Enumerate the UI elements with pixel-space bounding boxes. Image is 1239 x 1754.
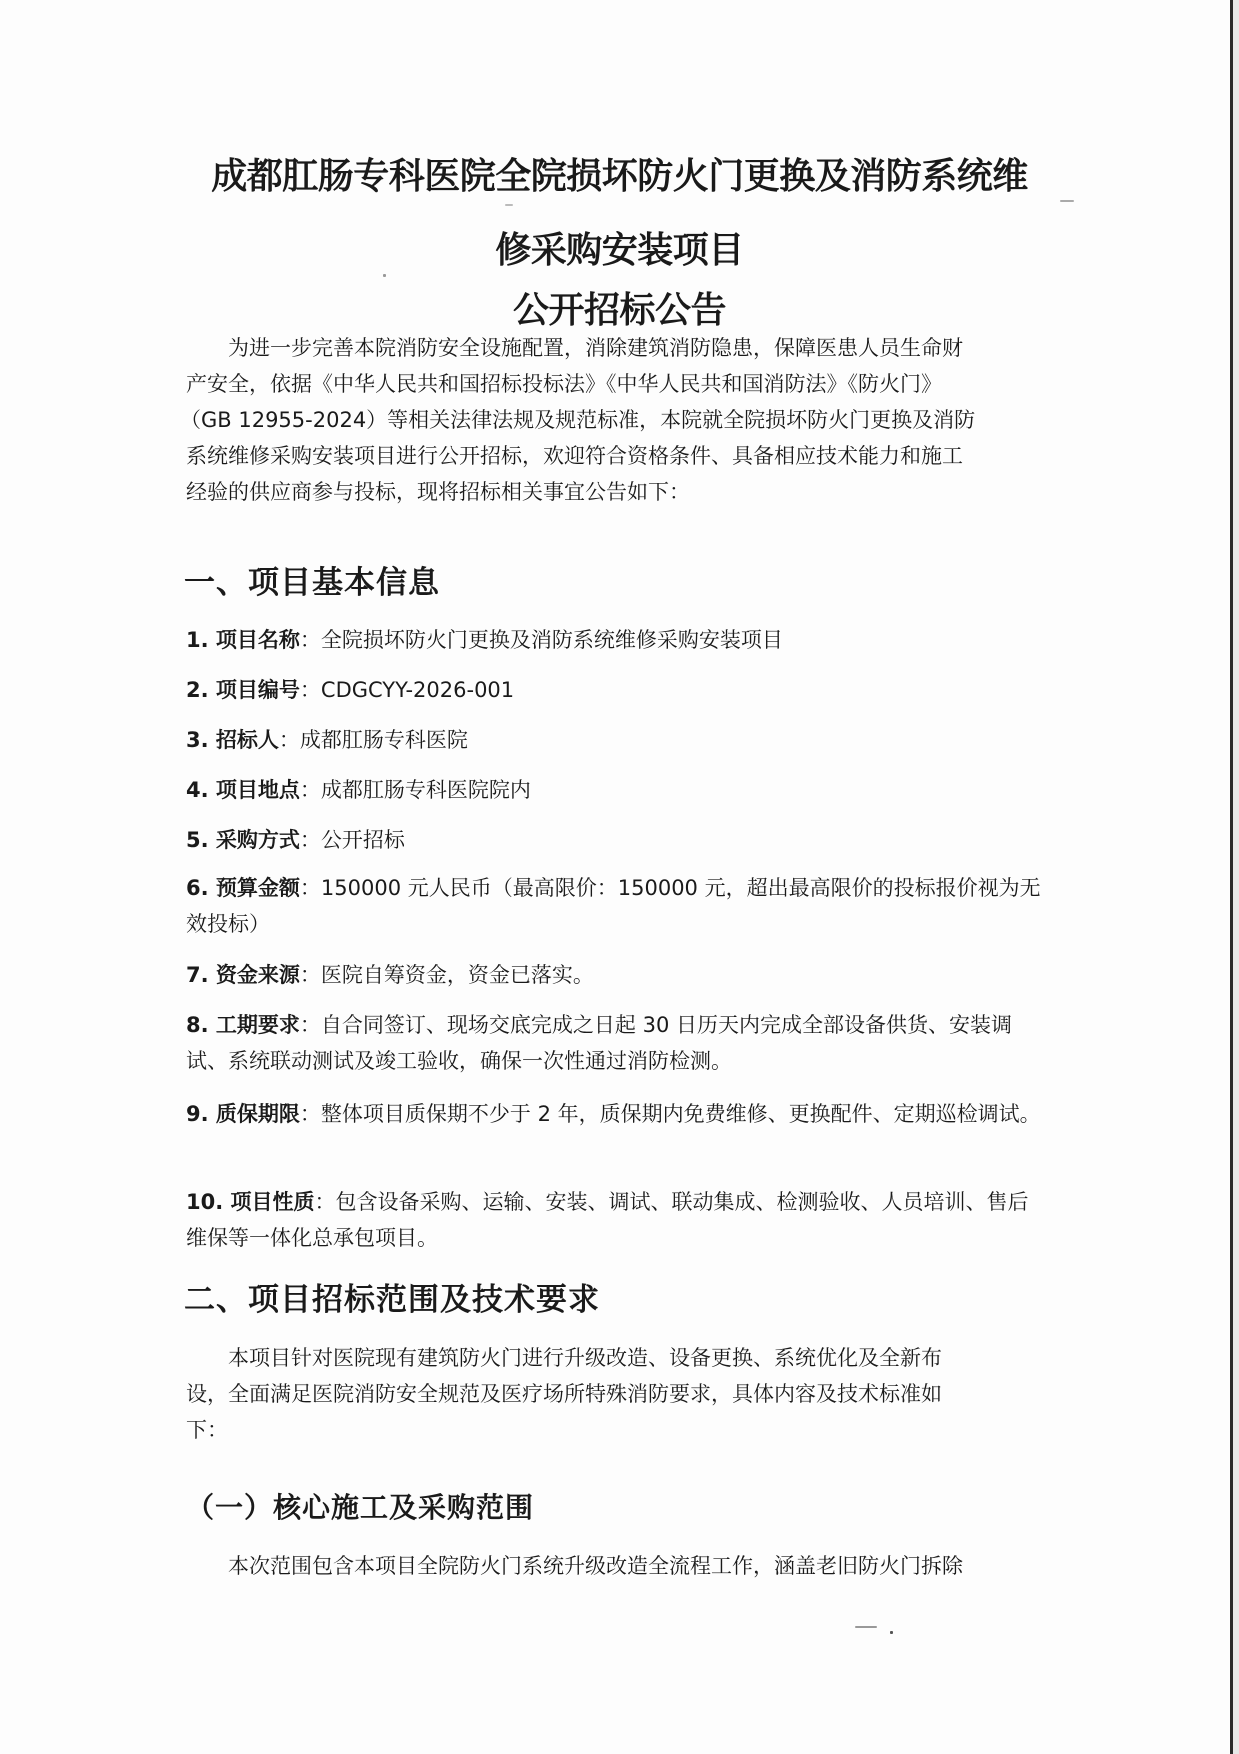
info-item (186, 957, 1048, 993)
item-text: ：成都肛肠专科医院院内 (299, 778, 531, 802)
scan-speck (505, 204, 513, 206)
section-1-heading: 一、项目基本信息 (184, 565, 440, 601)
scan-speck (383, 274, 386, 277)
item-label: 6. 预算金额 (186, 876, 300, 900)
item-label: 7. 资金来源 (186, 963, 300, 987)
item-text: ：整体项目质保期不少于 2 年，质保期内免费维修、更换配件、定期巡检调试。 (299, 1102, 1041, 1126)
subsection-1-paragraph (186, 1548, 1046, 1584)
item-text: ：150000 元人民币（最高限价：150000 元，超出最高限价的投标报价视为无效投标） (186, 876, 1041, 936)
intro-line: （GB 12955-2024）等相关法律法规及规范标准，本院就全院损坏防火门更换及消防 (180, 408, 976, 432)
info-item (186, 722, 1048, 758)
info-item (186, 1184, 1048, 1256)
subsection-1-heading: （一）核心施工及采购范围 (186, 1491, 535, 1524)
item-label: 8. 工期要求 (186, 1013, 300, 1037)
item-text: ：成都肛肠专科医院 (278, 728, 468, 752)
intro-paragraph (180, 330, 1046, 510)
item-label: 4. 项目地点 (186, 778, 300, 802)
intro-line: 系统维修采购安装项目进行公开招标，欢迎符合资格条件、具备相应技术能力和施工 (186, 444, 963, 468)
item-text: ：公开招标 (299, 828, 405, 852)
scan-speck (855, 1626, 877, 1628)
section-2-line: 下： (186, 1418, 228, 1442)
title-line-3: 公开招标公告 (512, 289, 726, 331)
document-title (0, 148, 1239, 338)
section-2-paragraph (186, 1340, 1046, 1448)
info-item (186, 772, 1048, 808)
item-label: 5. 采购方式 (186, 828, 300, 852)
section-2-line: 设，全面满足医院消防安全规范及医疗场所特殊消防要求，具体内容及技术标准如 (186, 1382, 942, 1406)
item-label: 2. 项目编号 (186, 678, 300, 702)
info-item (186, 870, 1048, 942)
info-item (186, 1007, 1048, 1079)
item-text: ：CDGCYY-2026-001 (299, 678, 515, 702)
item-text: ：医院自筹资金，资金已落实。 (299, 963, 594, 987)
info-item (186, 822, 1048, 858)
subsection-1-line: 本次范围包含本项目全院防火门系统升级改造全流程工作，涵盖老旧防火门拆除 (228, 1554, 963, 1578)
scan-speck (1060, 200, 1074, 202)
item-label: 10. 项目性质 (186, 1190, 315, 1214)
item-text: ：包含设备采购、运输、安装、调试、联动集成、检测验收、人员培训、售后维保等一体化总承包项目。 (186, 1190, 1029, 1250)
section-2-heading: 二、项目招标范围及技术要求 (184, 1282, 600, 1318)
item-label: 1. 项目名称 (186, 628, 300, 652)
title-line-1: 成都肛肠专科医院全院损坏防火门更换及消防系统维 (211, 155, 1028, 197)
intro-line: 产安全，依据《中华人民共和国招标投标法》《中华人民共和国消防法》《防火门》 (186, 372, 942, 396)
info-item (186, 622, 1048, 658)
item-label: 3. 招标人 (186, 728, 279, 752)
info-item (186, 1096, 1048, 1132)
title-line-2: 修采购安装项目 (495, 229, 744, 271)
item-text: ：全院损坏防火门更换及消防系统维修采购安装项目 (299, 628, 783, 652)
section-2-line: 本项目针对医院现有建筑防火门进行升级改造、设备更换、系统优化及全新布 (228, 1346, 942, 1370)
intro-line: 经验的供应商参与投标，现将招标相关事宜公告如下： (186, 480, 690, 504)
item-label: 9. 质保期限 (186, 1102, 300, 1126)
item-text: ：自合同签订、现场交底完成之日起 30 日历天内完成全部设备供货、安装调试、系统联动测试及竣工验收，确保一次性通过消防检测。 (186, 1013, 1012, 1073)
intro-line: 为进一步完善本院消防安全设施配置，消除建筑消防隐患，保障医患人员生命财 (228, 336, 963, 360)
scan-speck (890, 1631, 893, 1634)
info-item (186, 672, 1048, 708)
